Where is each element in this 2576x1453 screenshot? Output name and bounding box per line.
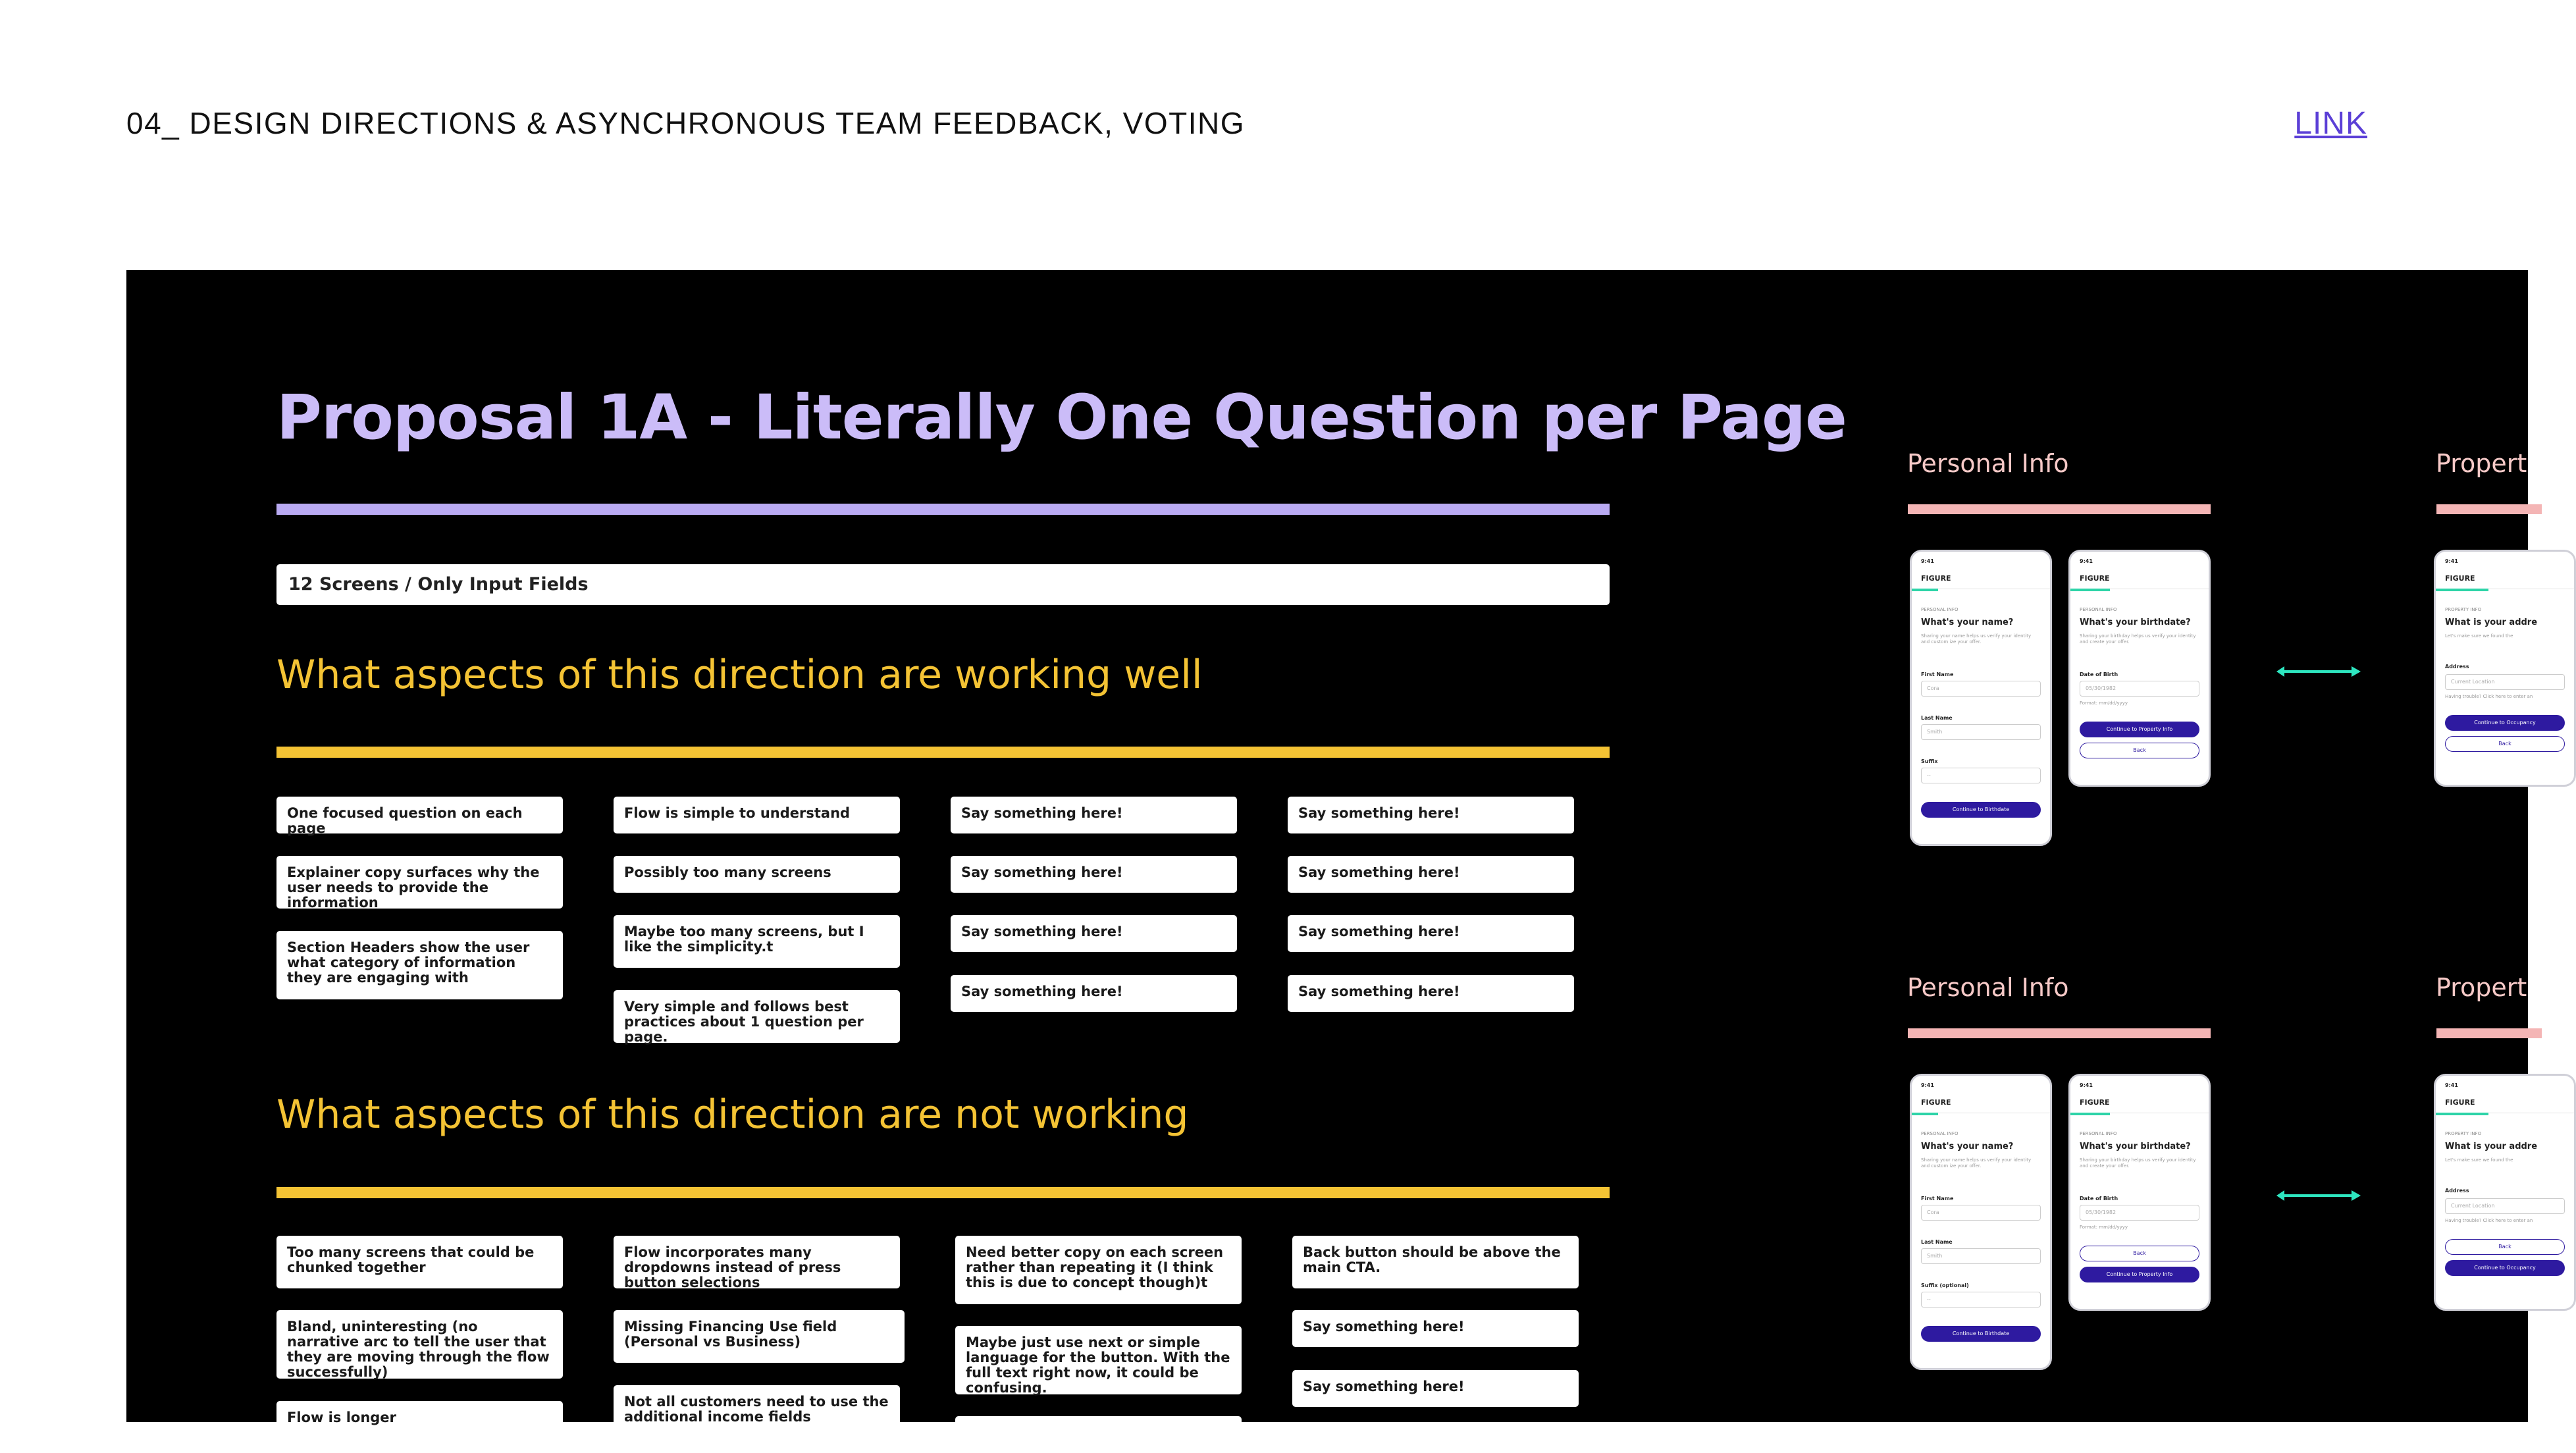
sticky-note[interactable]: Missing Financing Use field (Personal vs Business) [614, 1310, 905, 1363]
first-name-input[interactable]: Cora [1921, 1205, 2041, 1221]
question-title: What's your birthdate? [2080, 1142, 2191, 1151]
status-time: 9:41 [1921, 558, 1934, 564]
sticky-note[interactable]: Say something here! [951, 797, 1237, 833]
progress-bar [1912, 1113, 1938, 1115]
continue-button[interactable]: Continue to Property Info [2080, 1267, 2199, 1282]
helper-text: Sharing your birthday helps us verify your identity and create your offer. [2080, 1157, 2196, 1169]
status-time: 9:41 [1921, 1082, 1934, 1088]
suffix-select[interactable]: -- [1921, 1292, 2041, 1308]
section-label: PROPERTY INFO [2445, 1131, 2482, 1136]
not-working-heading: What aspects of this direction are not working [276, 1092, 1189, 1138]
back-button[interactable]: Back [2080, 1246, 2199, 1261]
dob-input[interactable]: 05/30/1982 [2080, 1205, 2199, 1221]
question-title: What's your name? [1921, 618, 2014, 627]
section-label: PERSONAL INFO [2080, 1131, 2117, 1136]
sticky-note[interactable]: Maybe just use next or simple language for the button. With the full text right now, it could be confusing. [955, 1326, 1242, 1394]
format-hint: Format: mm/dd/yyyy [2080, 700, 2128, 706]
field-label: Suffix [1921, 758, 1938, 764]
section-label: PERSONAL INFO [1921, 1131, 1958, 1136]
brand-logo: FIGURE [2080, 1098, 2110, 1107]
status-time: 9:41 [2445, 1082, 2458, 1088]
sticky-note[interactable]: Say something here! [951, 856, 1237, 893]
field-label: Date of Birth [2080, 1196, 2118, 1202]
flow-label-personal-info: Personal Info [1907, 973, 2069, 1002]
working-divider [276, 747, 1610, 758]
helper-text: Let's make sure we found the [2445, 633, 2513, 639]
question-title: What is your addre [2445, 618, 2538, 627]
brand-logo: FIGURE [2445, 1098, 2475, 1107]
not-working-divider [276, 1187, 1610, 1198]
flow-arrow-icon [2276, 664, 2361, 679]
brand-logo: FIGURE [2080, 574, 2110, 583]
status-time: 9:41 [2445, 558, 2458, 564]
progress-bar [2070, 1113, 2110, 1115]
flow-divider [1908, 504, 2211, 514]
progress-bar [2436, 1113, 2488, 1115]
sticky-note[interactable]: Say something here! [1288, 975, 1574, 1012]
helper-text: Let's make sure we found the [2445, 1157, 2513, 1163]
status-time: 9:41 [2080, 558, 2093, 564]
back-button[interactable]: Back [2080, 743, 2199, 758]
continue-button[interactable]: Continue to Birthdate [1921, 802, 2041, 818]
back-button[interactable]: Back [2445, 1239, 2565, 1255]
helper-text: Sharing your birthday helps us verify your identity and create your offer. [2080, 633, 2196, 645]
sticky-note[interactable]: Explainer copy surfaces why the user needs to provide the information [276, 856, 563, 909]
sticky-note[interactable]: Say something here! [1288, 856, 1574, 893]
sticky-note[interactable]: Say something here! [1292, 1370, 1579, 1407]
sticky-note[interactable] [955, 1416, 1242, 1453]
sticky-note[interactable]: Back button should be above the main CTA. [1292, 1236, 1579, 1288]
address-hint: Having trouble? Click here to enter an [2445, 1218, 2533, 1223]
helper-text: Sharing your name helps us verify your identity and custom ize your offer. [1921, 1157, 2032, 1169]
question-title: What's your birthdate? [2080, 618, 2191, 627]
dob-input[interactable]: 05/30/1982 [2080, 681, 2199, 697]
sticky-note[interactable]: Maybe too many screens, but I like the simplicity.t [614, 915, 900, 968]
suffix-select[interactable]: -- [1921, 768, 2041, 783]
sticky-note[interactable]: Section Headers show the user what category of information they are engaging with [276, 931, 563, 999]
link-button[interactable]: LINK [2294, 106, 2367, 141]
helper-text: Sharing your name helps us verify your identity and custom ize your offer. [1921, 633, 2032, 645]
title-divider [276, 504, 1610, 515]
feedback-board [126, 270, 2538, 1425]
sticky-note[interactable]: Need better copy on each screen rather than repeating it (I think this is due to concept though)t [955, 1236, 1242, 1304]
flow-label-property: Propert [2436, 449, 2527, 478]
flow-divider [2436, 504, 2542, 514]
sticky-note[interactable]: Flow is longer [276, 1401, 563, 1438]
progress-bar [1912, 589, 1938, 591]
question-title: What is your addre [2445, 1142, 2538, 1151]
status-time: 9:41 [2080, 1082, 2093, 1088]
sticky-note[interactable]: Say something here! [951, 915, 1237, 952]
brand-logo: FIGURE [1921, 1098, 1951, 1107]
field-label: Address [2445, 1188, 2469, 1194]
field-label: Address [2445, 664, 2469, 670]
brand-logo: FIGURE [1921, 574, 1951, 583]
field-label: Suffix (optional) [1921, 1282, 1969, 1288]
sticky-note[interactable]: Possibly too many screens [614, 856, 900, 893]
progress-bar [2070, 589, 2110, 591]
phone-screen-birthdate[interactable] [2068, 550, 2211, 787]
sticky-note[interactable]: Say something here! [1288, 915, 1574, 952]
flow-label-personal-info: Personal Info [1907, 449, 2069, 478]
flow-label-property: Propert [2436, 973, 2527, 1002]
last-name-input[interactable]: Smith [1921, 1248, 2041, 1264]
continue-button[interactable]: Continue to Occupancy [2445, 715, 2565, 731]
continue-button[interactable]: Continue to Birthdate [1921, 1326, 2041, 1342]
continue-button[interactable]: Continue to Property Info [2080, 722, 2199, 737]
sticky-note[interactable]: Say something here! [951, 975, 1237, 1012]
continue-button[interactable]: Continue to Occupancy [2445, 1260, 2565, 1276]
sticky-note[interactable]: Bland, uninteresting (no narrative arc to tell the user that they are moving through the flow successfully) [276, 1310, 563, 1379]
first-name-input[interactable]: Cora [1921, 681, 2041, 697]
field-label: Last Name [1921, 1239, 1953, 1245]
phone-screen-address[interactable] [2434, 550, 2576, 787]
address-hint: Having trouble? Click here to enter an [2445, 694, 2533, 699]
sticky-note[interactable]: Say something here! [1292, 1310, 1579, 1347]
field-label: Date of Birth [2080, 672, 2118, 677]
flow-arrow-icon [2276, 1188, 2361, 1203]
sticky-note[interactable]: Too many screens that could be chunked together [276, 1236, 563, 1288]
address-input[interactable]: Current Location [2445, 674, 2565, 690]
section-label: PERSONAL INFO [1921, 607, 1958, 612]
section-label: PROPERTY INFO [2445, 607, 2482, 612]
question-title: What's your name? [1921, 1142, 2014, 1151]
address-input[interactable]: Current Location [2445, 1198, 2565, 1214]
phone-screen-name[interactable] [1910, 1074, 2052, 1370]
sticky-note[interactable]: Very simple and follows best practices about 1 question per page. [614, 990, 900, 1043]
back-button[interactable]: Back [2445, 736, 2565, 752]
field-label: First Name [1921, 672, 1954, 677]
field-label: First Name [1921, 1196, 1954, 1202]
flow-divider [2436, 1028, 2542, 1038]
phone-screen-birthdate[interactable] [2068, 1074, 2211, 1311]
brand-logo: FIGURE [2445, 574, 2475, 583]
field-label: Last Name [1921, 715, 1953, 721]
sticky-note[interactable]: Not all customers need to use the additional income fields [614, 1385, 900, 1438]
format-hint: Format: mm/dd/yyyy [2080, 1225, 2128, 1230]
sticky-note[interactable]: One focused question on each page [276, 797, 563, 833]
proposal-subtitle: 12 Screens / Only Input Fields [276, 564, 1610, 605]
page-heading: 04_ DESIGN DIRECTIONS & ASYNCHRONOUS TEAM FEEDBACK, VOTING [126, 106, 1246, 140]
flow-divider [1908, 1028, 2211, 1038]
last-name-input[interactable]: Smith [1921, 724, 2041, 740]
sticky-note[interactable]: Say something here! [1288, 797, 1574, 833]
phone-screen-name[interactable] [1910, 550, 2052, 846]
progress-bar [2436, 589, 2488, 591]
proposal-title: Proposal 1A - Literally One Question per Page [276, 382, 1847, 454]
section-label: PERSONAL INFO [2080, 607, 2117, 612]
phone-screen-address[interactable] [2434, 1074, 2576, 1311]
sticky-note[interactable]: Flow incorporates many dropdowns instead of press button selections [614, 1236, 900, 1288]
working-well-heading: What aspects of this direction are working well [276, 652, 1203, 698]
sticky-note[interactable]: Flow is simple to understand [614, 797, 900, 833]
